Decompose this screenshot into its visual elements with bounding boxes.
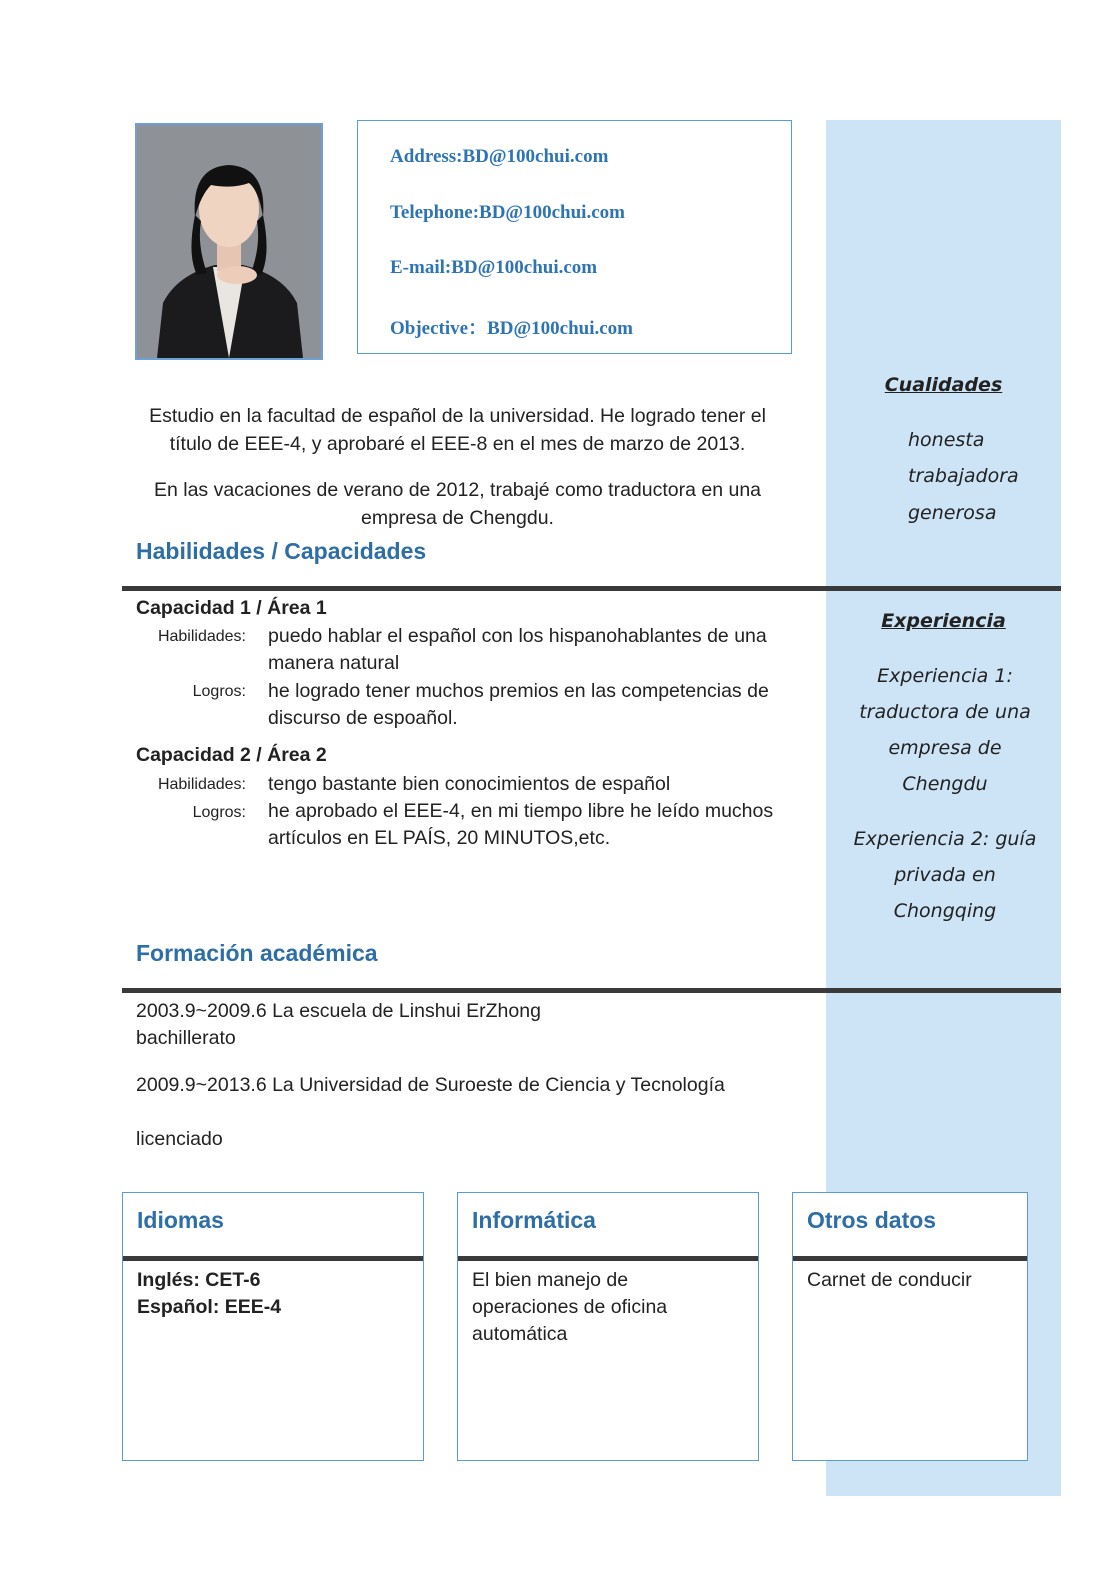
languages-box: [122, 1192, 424, 1461]
capability-1-skills-label: Habilidades:: [157, 628, 246, 645]
section-divider: [122, 988, 1061, 993]
experience-item-1: Experiencia 1: traductora de una empresa de Chengdu: [859, 665, 1031, 795]
contact-objective: Objective：BD@100chui.com: [390, 318, 634, 339]
other-text: Carnet de conducir: [807, 1269, 972, 1291]
experience-title: Experiencia: [881, 610, 1006, 632]
intro-paragraph-2: En las vacaciones de verano de 2012, trabajé como traductora en una empresa de Chengdu.: [153, 479, 762, 529]
box-divider: [123, 1256, 423, 1261]
quality-item: generosa: [908, 502, 997, 524]
computing-box: [457, 1192, 759, 1461]
computing-title: Informática: [472, 1207, 596, 1233]
capability-1-achievements-text: he logrado tener muchos premios en las competencias de discurso de espoañol.: [268, 680, 769, 729]
capability-1-achievements-label: Logros:: [192, 683, 246, 700]
capability-2-skills-label: Habilidades:: [157, 776, 246, 793]
intro-paragraph-1: Estudio en la facultad de español de la universidad. He logrado tener el título de EEE-4, y aprobaré el EEE-8 en el mes de marzo de 2013.: [149, 405, 766, 455]
capability-2-achievements-label: Logros:: [192, 804, 246, 821]
skills-section-title: Habilidades / Capacidades: [136, 538, 427, 564]
computing-text: El bien manejo de operaciones de oficina automática: [472, 1269, 668, 1345]
education-entry-2-degree: licenciado: [136, 1128, 223, 1150]
contact-telephone: Telephone:BD@100chui.com: [390, 202, 625, 223]
capability-2-title: Capacidad 2 / Área 2: [136, 744, 327, 766]
experience-item-2: Experiencia 2: guía privada en Chongqing: [853, 828, 1037, 922]
box-divider: [458, 1256, 758, 1261]
capability-1-skills-text: puedo hablar el español con los hispanohablantes de una manera natural: [268, 625, 767, 674]
education-entry-1-degree: bachillerato: [136, 1027, 236, 1049]
contact-address: Address:BD@100chui.com: [390, 146, 609, 167]
capability-1-title: Capacidad 1 / Área 1: [136, 597, 327, 619]
education-section-title: Formación académica: [136, 940, 378, 966]
other-box: [792, 1192, 1028, 1461]
portrait-icon: [137, 125, 321, 358]
education-entry-2-line: 2009.9~2013.6 La Universidad de Suroeste de Ciencia y Tecnología: [136, 1074, 725, 1096]
capability-2-achievements-text: he aprobado el EEE-4, en mi tiempo libre he leído muchos artículos en EL PAÍS, 20 MINUTOS,etc.: [268, 800, 774, 849]
box-divider: [793, 1256, 1027, 1261]
contact-box: [357, 120, 792, 354]
quality-item: honesta: [908, 429, 985, 451]
quality-item: trabajadora: [908, 465, 1019, 487]
education-entry-1-line: 2003.9~2009.6 La escuela de Linshui ErZhong: [136, 1000, 541, 1022]
section-divider: [122, 586, 1061, 591]
profile-photo: [135, 123, 323, 360]
qualities-title: Cualidades: [884, 374, 1003, 396]
language-item: Inglés: CET-6: [137, 1269, 261, 1291]
language-item: Español: EEE-4: [137, 1296, 282, 1318]
languages-title: Idiomas: [137, 1207, 224, 1233]
other-title: Otros datos: [807, 1207, 937, 1233]
contact-email: E-mail:BD@100chui.com: [390, 257, 598, 278]
languages-list: [137, 1267, 413, 1321]
capability-2-skills-text: tengo bastante bien conocimientos de español: [268, 773, 671, 795]
